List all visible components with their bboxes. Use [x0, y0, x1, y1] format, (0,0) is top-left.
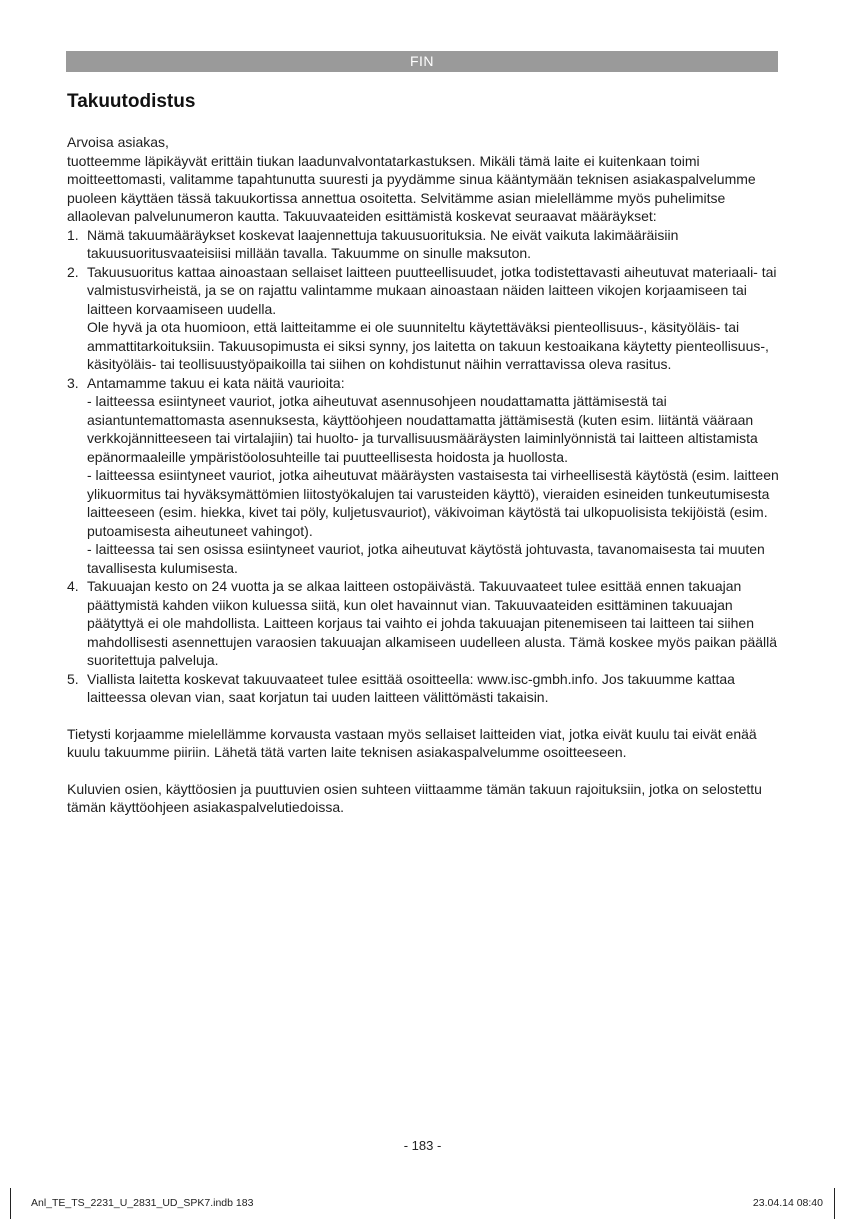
term-item: [67, 374, 779, 578]
intro-paragraph: tuotteemme läpikäyvät erittäin tiukan laadunvalvontatarkastuksen. Mikäli tämä laite ei kuitenkaan toimi moitteettomasti, valitamme tapahtunutta suuresti ja pyydämme sinua kääntymään teknisen asiakaspalvelumme puoleen käyttäen tässä takuukortissa annettua osoitetta. Selvitämme asian mielellämme myös puhelimitse allaolevan palvelunumeron kautta. Takuuvaateiden esittämistä koskevat seuraavat määräykset:: [67, 152, 756, 224]
closing-paragraph-repairs: Tietysti korjaamme mielellämme korvausta vastaan myös sellaiset laitteiden viat, jotka eivät kuulu tai eivät enää kuulu takuumme piiriin. Lähetä tätä varten laite teknisen asiakaspalvelumme osoitteeseen.: [67, 725, 757, 760]
term-number: 2.: [67, 263, 79, 280]
term-paragraph: Takuuajan kesto on 24 vuotta ja se alkaa laitteen ostopäivästä. Takuuvaateet tulee esittää ennen takuajan päättymistä kahden viikon kuluessa siitä, kun olet havainnut vian. Takuuvaateiden esittäminen takuuajan päätyttyä ei ole mahdollista. Laitteen korjaus tai vaihto ei johda takuuajan pitenemiseen tai laitteen tai siihen mahdollisesti asennettujen varaosien takuuajan alkamiseen uudelleen alusta. Tämä koskee myös paikan päällä suoritettuja palveluja.: [87, 578, 778, 668]
language-header: FIN: [66, 51, 778, 72]
document-body: [67, 133, 779, 817]
term-lead: Antamamme takuu ei kata näitä vaurioita:: [87, 374, 345, 391]
term-number: 4.: [67, 578, 79, 594]
greeting: Arvoisa asiakas,: [67, 134, 169, 150]
term-item: [67, 577, 779, 670]
spacer: [67, 762, 779, 780]
footer-file-info: Anl_TE_TS_2231_U_2831_UD_SPK7.indb 183: [31, 1197, 254, 1209]
crop-mark-left: [10, 1188, 11, 1219]
term-paragraph: Nämä takuumääräykset koskevat laajennettuja takuusuorituksia. Ne eivät vaikuta lakimääräisiin takuusuoritusvaateisiisi millään tavalla. Takuumme on sinulle maksuton.: [87, 226, 679, 261]
term-number: 5.: [67, 670, 79, 687]
footer-timestamp: 23.04.14 08:40: [752, 1197, 823, 1209]
exclusion-item: - laitteessa esiintyneet vauriot, jotka aiheutuvat asennusohjeen noudattamatta jättämisestä tai asiantuntemattomasta asennuksesta, käyttöohjeen noudattamatta jättämisestä (kuten esim. liitäntä vääraan verkkojännitteeseen tai virtalajiin) tai huolto- ja turvallisuusmääräysten laiminlyönnistä tai laitteen altistamista epänormaaleille ympäristöolosuhteille tai puutteellisesta hoidosta ja huollosta.: [87, 393, 758, 465]
exclusion-item: - laitteessa esiintyneet vauriot, jotka aiheutuvat määräysten vastaisesta tai virheellisestä käytöstä (esim. laitteen ylikuormitus tai hyväksymättömien liitostyökalujen tai varusteiden käyttö), vieraiden esineiden tunkeutumisesta laitteeseen (esim. hiekka, kivet tai pöly, kuljetusvauriot), väkivoiman käytöstä tai ulkopuolisista tekijöistä (esim. putoamisesta aiheutuneet vahingot).: [87, 467, 779, 539]
term-number: 1.: [67, 226, 79, 243]
closing-paragraph-wear-parts: Kuluvien osien, käyttöosien ja puuttuvien osien suhteen viittaamme tämän takuun rajoituksiin, jotka on selostettu tämän käyttöohjeen asiakaspalvelutiedoissa.: [67, 780, 762, 815]
term-item: [67, 263, 779, 374]
term-number: 3.: [67, 374, 79, 391]
term-paragraph: Ole hyvä ja ota huomioon, että laitteitamme ei ole suunniteltu käytettäväksi pienteollisuus-, käsityöläis- tai ammattitarkoituksiin. Takuusopimusta ei siksi synny, jos laitetta on takuun kestoaikana käytetty pienteollisuus-, käsityöläis- tai teollisuustyöpaikoilla tai siihen on kohdistunut näihin verrattavissa oleva rasitus.: [87, 319, 769, 372]
page-title: Takuutodistus: [67, 91, 196, 112]
term-item: [67, 670, 779, 707]
warranty-terms-list: [67, 226, 779, 707]
crop-mark-right: [834, 1188, 835, 1219]
term-item: [67, 226, 779, 263]
spacer: [67, 707, 779, 725]
term-paragraph: Takuusuoritus kattaa ainoastaan sellaiset laitteen puutteellisuudet, jotka todistettavasti aiheutuvat materiaali- tai valmistusvirheistä, ja se on rajattu valintamme mukaan ainoastaan näiden laitteen vikojen korjaamiseen tai laitteen korvaamiseen uudella.: [87, 263, 777, 317]
exclusion-list: [87, 392, 779, 577]
page-number: - 183 -: [403, 1138, 442, 1153]
exclusion-item: - laitteessa tai sen osissa esiintyneet vauriot, jotka aiheutuvat käytöstä johtuvasta, tavanomaisesta tai muuten tavallisesta kulumisesta.: [87, 541, 765, 576]
term-paragraph: Viallista laitetta koskevat takuuvaateet tulee esittää osoitteella: www.isc-gmbh.info. Jos takuumme kattaa laitteessa olevan vian, saat korjatun tai uuden laitteen välittömästi takaisin.: [87, 670, 735, 705]
